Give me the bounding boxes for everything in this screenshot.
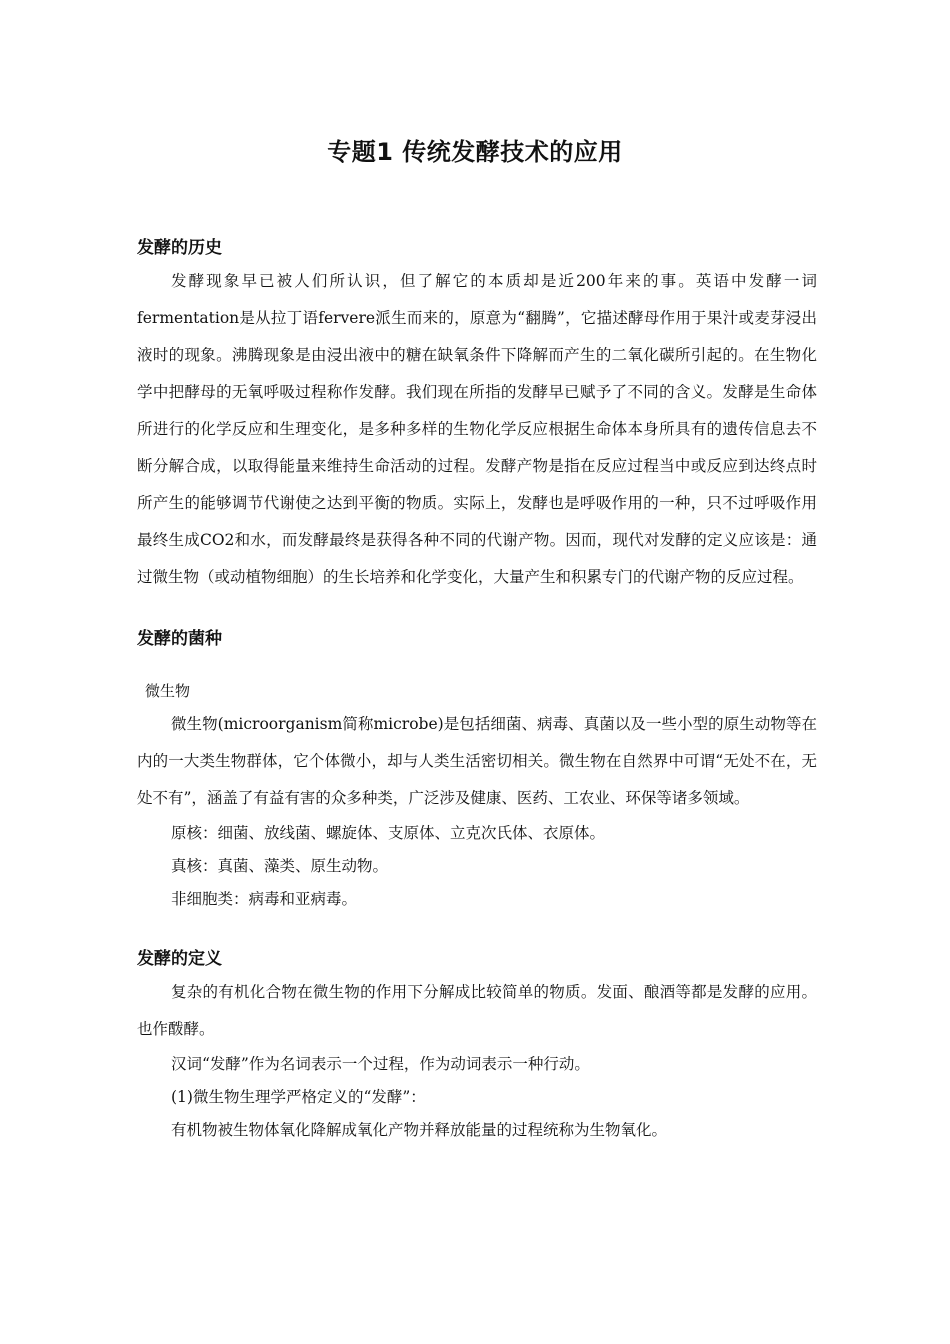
word-usage-paragraph: 汉词“发酵”作为名词表示一个过程，作为动词表示一种行动。 [171,1055,590,1073]
biological-oxidation-paragraph: 有机物被生物体氧化降解成氧化产物并释放能量的过程统称为生物氧化。 [171,1121,668,1139]
acellular-line: 非细胞类：病毒和亚病毒。 [171,890,358,908]
prokaryote-line: 原核：细菌、放线菌、螺旋体、支原体、立克次氏体、衣原体。 [171,824,606,842]
section-heading-history: 发酵的历史 [137,238,222,258]
microorganism-paragraph: 微生物(microorganism简称microbe)是包括细菌、病毒、真菌以及一些小型的原生动物等在内的一大类生物群体，它个体微小，却与人类生活密切相关。微生物在自然界中可谓“无处不在，无处不有”，涵盖了有益有害的众多种类，广泛涉及健康、医药、工农业、环保等诸多领域。 [137,715,817,807]
physiology-definition-label: (1)微生物生理学严格定义的“发酵”： [171,1088,426,1106]
definition-paragraph: 复杂的有机化合物在微生物的作用下分解成比较简单的物质。发面、酿酒等都是发酵的应用。也作酦酵。 [137,983,817,1038]
section-heading-definition: 发酵的定义 [137,949,222,969]
subheading-microorganism: 微生物 [145,682,191,700]
page-title: 专题1 传统发酵技术的应用 [327,138,623,166]
section-heading-strains: 发酵的菌种 [137,629,222,649]
eukaryote-line: 真核：真菌、藻类、原生动物。 [171,857,389,875]
history-paragraph: 发酵现象早已被人们所认识，但了解它的本质却是近200年来的事。英语中发酵一词fermentation是从拉丁语fervere派生而来的，原意为“翻腾”，它描述酵母作用于果汁或麦芽浸出液时的现象。沸腾现象是由浸出液中的糖在缺氧条件下降解而产生的二氧化碳所引起的。在生物化学中把酵母的无氧呼吸过程称作发酵。我们现在所指的发酵早已赋予了不同的含义。发酵是生命体所进行的化学反应和生理变化，是多种多样的生物化学反应根据生命体本身所具有的遗传信息去不断分解合成，以取得能量来维持生命活动的过程。发酵产物是指在反应过程当中或反应到达终点时所产生的能够调节代谢使之达到平衡的物质。实际上，发酵也是呼吸作用的一种，只不过呼吸作用最终生成CO2和水，而发酵最终是获得各种不同的代谢产物。因而，现代对发酵的定义应该是：通过微生物（或动植物细胞）的生长培养和化学变化，大量产生和积累专门的代谢产物的反应过程。 [137,272,817,586]
document-body [137,233,817,1147]
